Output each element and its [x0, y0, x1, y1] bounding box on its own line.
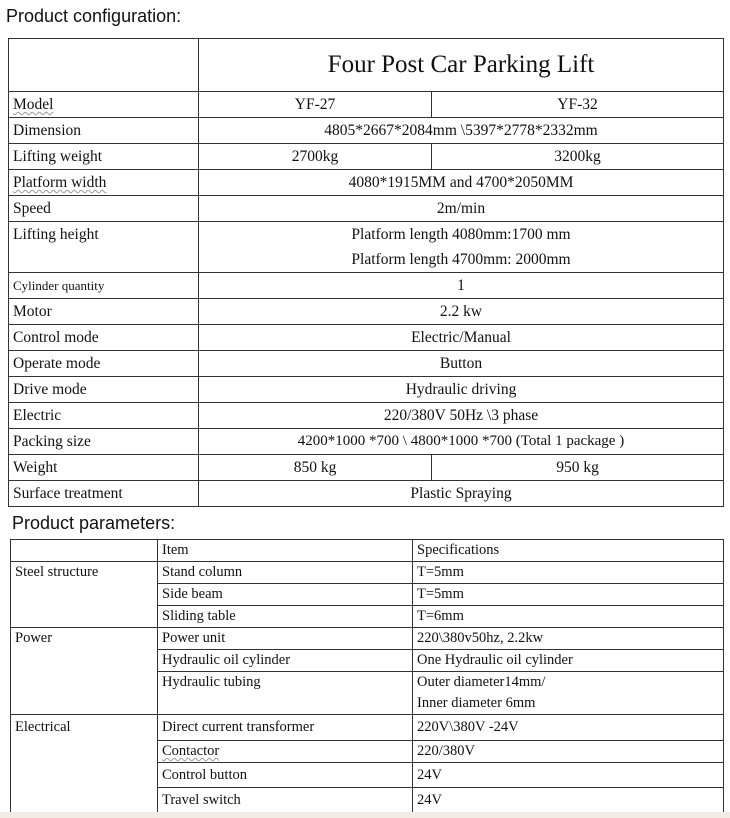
lifting-height-line1: Platform length 4080mm:1700 mm [351, 226, 571, 243]
param-spec: T=5mm [413, 584, 724, 606]
group-blank [11, 650, 158, 672]
config-title-row [9, 39, 724, 92]
table-row [11, 606, 724, 628]
dimension-value: 4805*2667*2084mm \5397*2778*2332mm [199, 118, 724, 144]
param-item: Stand column [158, 562, 413, 584]
row-dimension [9, 118, 724, 144]
label-speed: Speed [9, 196, 199, 222]
param-item: Control button [158, 763, 413, 788]
row-drive-mode [9, 377, 724, 403]
row-lifting-height [9, 222, 724, 273]
row-speed [9, 196, 724, 222]
group-blank [11, 693, 158, 715]
table-row [11, 788, 724, 813]
group-blank [11, 763, 158, 788]
label-lifting-weight: Lifting weight [9, 144, 199, 170]
group-blank [11, 584, 158, 606]
label-dimension: Dimension [9, 118, 199, 144]
bottom-strip [0, 812, 730, 818]
param-item: Travel switch [158, 788, 413, 813]
table-row [11, 741, 724, 763]
param-item: Direct current transformer [158, 715, 413, 741]
param-item-contactor: Contactor [162, 743, 220, 759]
label-platform-width: Platform width [13, 174, 107, 191]
label-operate-mode: Operate mode [9, 351, 199, 377]
table-row [11, 693, 724, 715]
param-item: Hydraulic tubing [158, 672, 413, 694]
control-mode-value: Electric/Manual [199, 325, 724, 351]
label-cylinder-quantity: Cylinder quantity [9, 273, 199, 299]
config-table [8, 38, 724, 507]
table-row [11, 584, 724, 606]
group-electrical: Electrical [11, 715, 158, 741]
packing-size-value: 4200*1000 *700 \ 4800*1000 *700 (Total 1 package ) [199, 429, 724, 455]
table-row [11, 763, 724, 788]
label-drive-mode: Drive mode [9, 377, 199, 403]
param-spec: T=5mm [413, 562, 724, 584]
label-model: Model [13, 96, 54, 113]
label-electric: Electric [9, 403, 199, 429]
param-spec: 220\380v50hz, 2.2kw [413, 628, 724, 650]
params-header-blank [11, 540, 158, 562]
row-operate-mode [9, 351, 724, 377]
group-steel-structure: Steel structure [11, 562, 158, 584]
param-spec: 24V [413, 763, 724, 788]
table-row [11, 672, 724, 694]
row-surface [9, 481, 724, 507]
label-surface: Surface treatment [9, 481, 199, 507]
model-b: YF-32 [432, 92, 724, 118]
lifting-height-line2: Platform length 4700mm: 2000mm [351, 251, 571, 268]
param-spec: 220/380V [413, 741, 724, 763]
electric-value: 220/380V 50Hz \3 phase [199, 403, 724, 429]
param-item-blank [158, 693, 413, 715]
row-control-mode [9, 325, 724, 351]
label-packing-size: Packing size [9, 429, 199, 455]
platform-width-value: 4080*1915MM and 4700*2050MM [199, 170, 724, 196]
group-power: Power [11, 628, 158, 650]
row-electric [9, 403, 724, 429]
row-packing-size [9, 429, 724, 455]
param-spec: 220V\380V -24V [413, 715, 724, 741]
param-spec: Outer diameter14mm/ [413, 672, 724, 694]
params-heading: Product parameters: [12, 513, 176, 533]
model-a: YF-27 [199, 92, 432, 118]
speed-value: 2m/min [199, 196, 724, 222]
weight-a: 850 kg [199, 455, 432, 481]
table-row [11, 715, 724, 741]
group-blank [11, 788, 158, 813]
row-motor [9, 299, 724, 325]
table-row [11, 650, 724, 672]
param-item [158, 741, 413, 763]
lifting-height-value [199, 222, 724, 273]
params-header-spec: Specifications [413, 540, 724, 562]
param-spec: T=6mm [413, 606, 724, 628]
row-platform-width [9, 170, 724, 196]
operate-mode-value: Button [199, 351, 724, 377]
lifting-weight-a: 2700kg [199, 144, 432, 170]
lifting-weight-b: 3200kg [432, 144, 724, 170]
label-control-mode: Control mode [9, 325, 199, 351]
row-cylinder-quantity [9, 273, 724, 299]
table-row [11, 562, 724, 584]
param-spec: 24V [413, 788, 724, 813]
config-heading: Product configuration: [6, 6, 182, 26]
surface-value: Plastic Spraying [199, 481, 724, 507]
label-weight: Weight [9, 455, 199, 481]
label-motor: Motor [9, 299, 199, 325]
config-title-blank [9, 39, 199, 92]
motor-value: 2.2 kw [199, 299, 724, 325]
param-item: Hydraulic oil cylinder [158, 650, 413, 672]
param-item: Side beam [158, 584, 413, 606]
config-title: Four Post Car Parking Lift [199, 39, 724, 92]
row-lifting-weight [9, 144, 724, 170]
param-spec: One Hydraulic oil cylinder [413, 650, 724, 672]
param-item: Power unit [158, 628, 413, 650]
row-weight [9, 455, 724, 481]
drive-mode-value: Hydraulic driving [199, 377, 724, 403]
param-item: Sliding table [158, 606, 413, 628]
group-blank [11, 672, 158, 694]
param-spec-cont: Inner diameter 6mm [413, 693, 724, 715]
group-blank [11, 741, 158, 763]
row-model [9, 92, 724, 118]
group-blank [11, 606, 158, 628]
cylinder-quantity-value: 1 [199, 273, 724, 299]
params-header-item: Item [158, 540, 413, 562]
weight-b: 950 kg [432, 455, 724, 481]
table-row [11, 628, 724, 650]
label-lifting-height: Lifting height [9, 222, 199, 273]
params-table [10, 539, 724, 813]
params-header-row [11, 540, 724, 562]
